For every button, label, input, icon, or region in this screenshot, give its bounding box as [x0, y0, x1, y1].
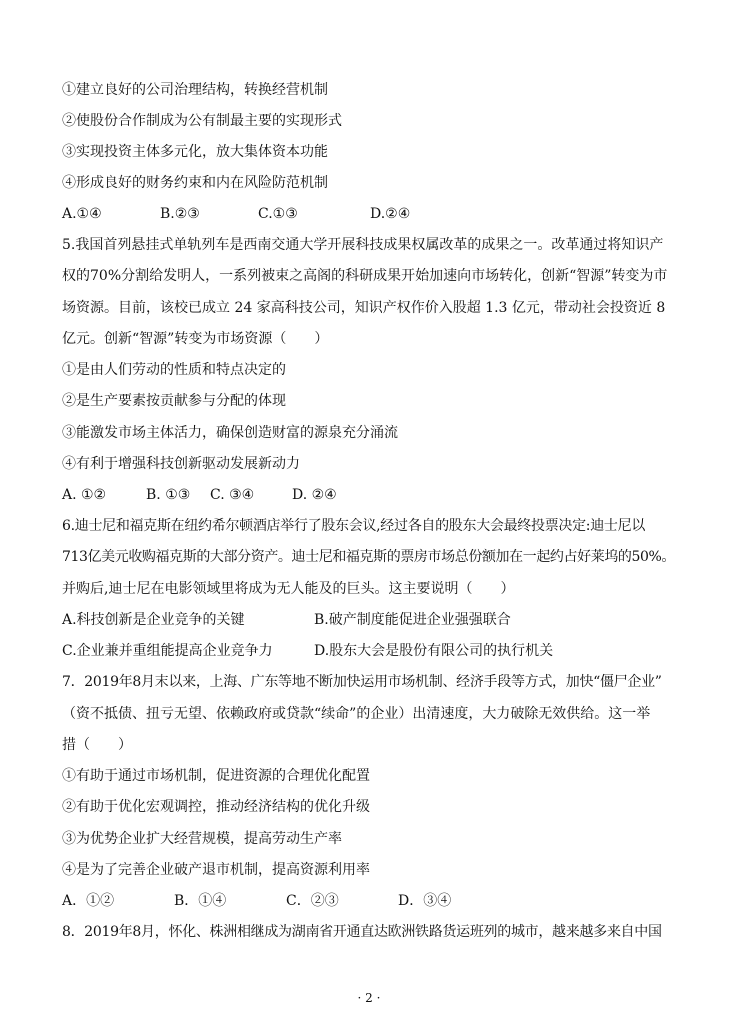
q4-item-2: ②使股份合作制成为公有制最主要的实现形式	[62, 113, 342, 129]
q7-item-4: ④是为了完善企业破产退市机制，提高资源利用率	[62, 862, 370, 878]
q4-item-3: ③实现投资主体多元化，放大集体资本功能	[62, 144, 328, 160]
page-number: · 2 ·	[357, 991, 381, 1005]
q5-stem-line-3: 场资源。目前，该校已成立 24 家高科技公司，知识产权作价入股超 1.3 亿元，带动社会投资近 8	[62, 300, 666, 316]
q5-item-1: ①是由人们劳动的性质和特点决定的	[62, 362, 286, 378]
q7-option-c: C．②③	[286, 893, 339, 909]
q4-option-b: B.②③	[160, 206, 200, 222]
q4-option-a: A.①④	[62, 206, 102, 222]
q6-option-d: D.股东大会是股份有限公司的执行机关	[314, 643, 554, 659]
q6-option-c: C.企业兼并重组能提高企业竞争力	[62, 643, 273, 659]
q6-option-b: B.破产制度能促进企业强强联合	[314, 612, 511, 628]
q7-option-d: D．③④	[398, 893, 452, 909]
q7-stem-line-1: 7．2019年8月末以来，上海、广东等地不断加快运用市场机制、经济手段等方式，加快“僵尸企业”	[62, 674, 662, 690]
q6-stem-line-1: 6.迪士尼和福克斯在纽约希尔顿酒店举行了股东会议,经过各自的股东大会最终投票决定:迪士尼以	[62, 518, 646, 534]
q7-option-b: B．①④	[174, 893, 227, 909]
q5-stem-line-4: 亿元。创新“智源”转变为市场资源（ ）	[62, 331, 329, 347]
q4-option-c: C.①③	[258, 206, 298, 222]
q5-item-2: ②是生产要素按贡献参与分配的体现	[62, 393, 286, 409]
q4-item-1: ①建立良好的公司治理结构，转换经营机制	[62, 82, 328, 98]
q7-item-1: ①有助于通过市场机制，促进资源的合理优化配置	[62, 768, 370, 784]
q5-option-d: D. ②④	[292, 487, 337, 503]
q6-stem-line-3: 并购后,迪士尼在电影领域里将成为无人能及的巨头。这主要说明（ ）	[62, 581, 515, 597]
q4-option-d: D.②④	[370, 206, 411, 222]
q7-options	[62, 891, 682, 911]
q5-item-3: ③能激发市场主体活力，确保创造财富的源泉充分涌流	[62, 425, 398, 441]
q5-stem-line-1: 5.我国首列悬挂式单轨列车是西南交通大学开展科技成果权属改革的成果之一。改革通过将知识产	[62, 237, 664, 253]
q5-options	[62, 485, 682, 505]
q6-options-row-2	[62, 641, 682, 661]
q6-option-a: A.科技创新是企业竞争的关键	[62, 612, 245, 628]
q4-options	[62, 204, 682, 224]
q8-stem-line-1: 8．2019年8月，怀化、株洲相继成为湖南省开通直达欧洲铁路货运班列的城市，越来越多来自中国	[62, 924, 662, 940]
q4-item-4: ④形成良好的财务约束和内在风险防范机制	[62, 175, 328, 191]
q7-stem-line-2: （资不抵债、扭亏无望、依赖政府或贷款“续命”的企业）出清速度，大力破除无效供给。这一举	[62, 706, 651, 722]
q7-item-2: ②有助于优化宏观调控，推动经济结构的优化升级	[62, 799, 370, 815]
q5-stem-line-2: 权的70%分割给发明人，一系列被束之高阁的科研成果开始加速向市场转化，创新“智源”转变为市	[62, 268, 668, 284]
q5-option-a: A. ①②	[62, 487, 107, 503]
q6-stem-line-2: 713亿美元收购福克斯的大部分资产。迪士尼和福克斯的票房市场总份额加在一起约占好莱坞的50%。	[62, 549, 676, 565]
q6-options-row-1	[62, 610, 682, 630]
q7-stem-line-3: 措（ ）	[62, 737, 132, 753]
q7-item-3: ③为优势企业扩大经营规模，提高劳动生产率	[62, 831, 342, 847]
q7-option-a: A．①②	[62, 893, 115, 909]
q5-option-c: C. ③④	[210, 487, 255, 503]
q5-option-b: B. ①③	[146, 487, 191, 503]
q5-item-4: ④有利于增强科技创新驱动发展新动力	[62, 456, 300, 472]
